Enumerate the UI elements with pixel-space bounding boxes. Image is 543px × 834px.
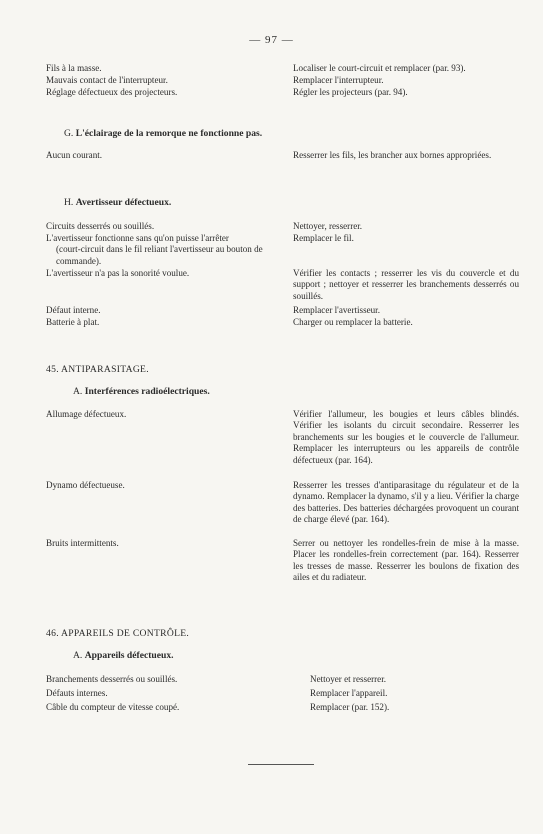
cause-text: Branchements desserrés ou souillés. [46, 674, 178, 684]
cause-detail: (court-circuit dans le fil reliant l'avertisseur au bouton de commande). [56, 244, 263, 266]
cause-text: Bruits intermittents. [46, 538, 119, 548]
cause-text: L'avertisseur n'a pas la sonorité voulue. [46, 268, 190, 278]
remedy-text: Remplacer l'appareil. [310, 688, 388, 698]
subsection-heading [73, 650, 174, 661]
page-number: — 97 — [249, 34, 294, 46]
cause-text: Réglage défectueux des projecteurs. [46, 87, 178, 97]
remedy-text: Remplacer le fil. [293, 233, 354, 243]
subsection-letter: A. [73, 650, 83, 661]
cause-text: Câble du compteur de vitesse coupé. [46, 702, 180, 712]
remedy-text: Nettoyer, resserrer. [293, 221, 363, 231]
remedy-text: Remplacer l'interrupteur. [293, 75, 384, 85]
cause-text: Batterie à plat. [46, 317, 100, 327]
remedy-text: Serrer ou nettoyer les rondelles-frein de mise à la masse. Placer les rondelles-frein correctement (par. 164). Resserrer les tresses de masse. Resserrer les boulons de fixation des ailes et du radiateur. [293, 538, 519, 583]
cause-text: Défaut interne. [46, 305, 101, 315]
cause-text [46, 233, 282, 267]
cause-text: Fils à la masse. [46, 63, 102, 73]
remedy-text: Localiser le court-circuit et remplacer (par. 93). [293, 63, 466, 73]
cause-text: Circuits desserrés ou souillés. [46, 221, 155, 231]
subsection-letter: H. [64, 197, 74, 208]
cause-text: Aucun courant. [46, 150, 103, 160]
subsection-letter: A. [73, 386, 83, 397]
subsection-heading-h [64, 197, 171, 208]
subsection-heading-g [64, 128, 262, 139]
cause-text: Dynamo défectueuse. [46, 480, 125, 490]
remedy-text: Remplacer l'avertisseur. [293, 305, 380, 315]
cause-main: L'avertisseur fonctionne sans qu'on puisse l'arrêter [46, 233, 229, 243]
remedy-text: Vérifier les contacts ; resserrer les vis du couvercle et du support ; nettoyer et resserrer les branchements desserrés ou souillés. [293, 268, 519, 301]
remedy-text: Charger ou remplacer la batterie. [293, 317, 413, 327]
end-rule [248, 764, 314, 765]
section-heading-46: 46. APPAREILS DE CONTRÔLE. [46, 628, 190, 639]
remedy-text: Remplacer (par. 152). [310, 702, 390, 712]
cause-text: Mauvais contact de l'interrupteur. [46, 75, 168, 85]
subsection-title: Appareils défectueux. [84, 650, 174, 661]
cause-text: Allumage défectueux. [46, 409, 127, 419]
cause-text: Défauts internes. [46, 688, 108, 698]
subsection-title: L'éclairage de la remorque ne fonctionne pas. [75, 128, 263, 139]
remedy-text: Nettoyer et resserrer. [310, 674, 386, 684]
remedy-text: Resserrer les fils, les brancher aux bornes appropriées. [293, 150, 492, 160]
subsection-title: Interférences radioélectriques. [84, 386, 210, 397]
section-heading-45: 45. ANTIPARASITAGE. [46, 364, 149, 375]
subsection-letter: G. [64, 128, 74, 139]
subsection-title: Avertisseur défectueux. [75, 197, 172, 208]
remedy-text: Resserrer les tresses d'antiparasitage du régulateur et de la dynamo. Remplacer la dynamo, s'il y a lieu. Vérifier la charge des batteries. Des batteries déchargées provoquent un courant de charge élevé (par. 164). [293, 480, 519, 525]
remedy-text: Vérifier l'allumeur, les bougies et leurs câbles blindés. Vérifier les isolants du circuit secondaire. Resserrer les branchements sur les bougies et le couvercle de l'allumeur. Remplacer les interrupteurs ou les appareils de contrôle défectueux (par. 164). [293, 409, 519, 465]
subsection-heading [73, 386, 210, 397]
remedy-text: Régler les projecteurs (par. 94). [293, 87, 408, 97]
